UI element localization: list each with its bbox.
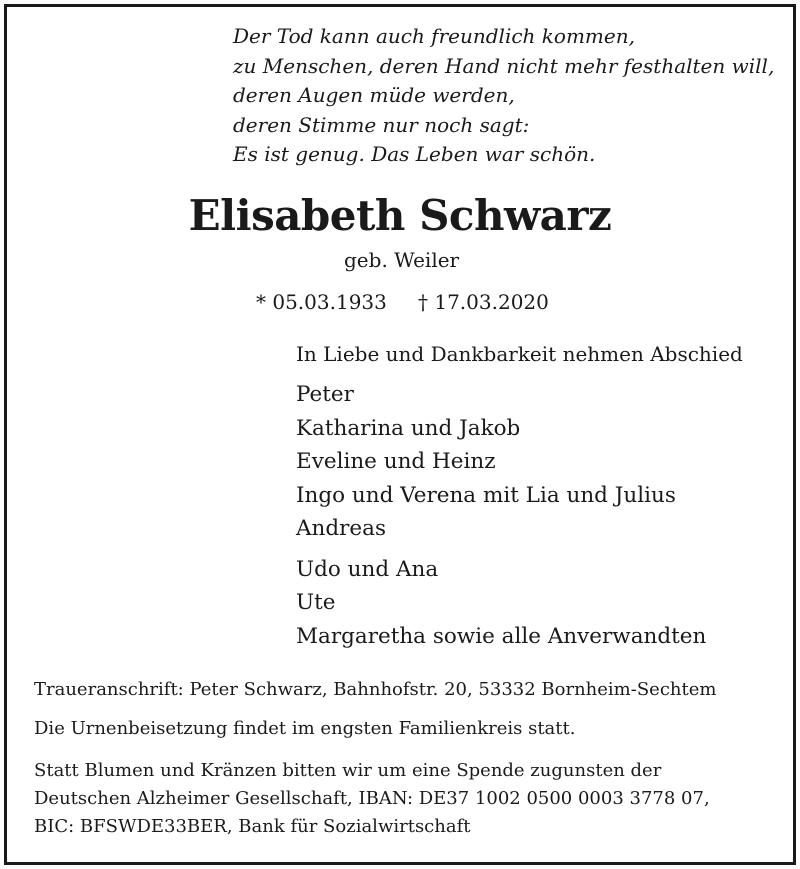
poem-line: deren Stimme nur noch sagt: [233,112,530,137]
mourner: Peter [296,382,354,407]
birth-date: * 05.03.1933 [256,290,387,314]
burial-note: Die Urnenbeisetzung findet im engsten Familienkreis statt. [34,718,576,739]
mourner: Udo und Ana [296,556,439,582]
mourner: Eveline und Heinz [296,449,496,474]
poem-line: Es ist genug. Das Leben war schön. [233,142,596,166]
deceased-name: Elisabeth Schwarz [188,191,612,240]
poem-line: deren Augen müde werden, [233,83,515,107]
poem-line: zu Menschen, deren Hand nicht mehr festhalten will, [233,53,775,78]
mourners-list [296,378,706,653]
donation-line: Deutschen Alzheimer Gesellschaft, IBAN: DE37 1002 0500 0003 3778 07, [34,788,710,809]
donation-note [34,757,774,841]
death-date: † 17.03.2020 [418,290,549,314]
poem [233,22,774,170]
mourner: Katharina und Jakob [296,415,521,441]
donation-line: Statt Blumen und Kränzen bitten wir um eine Spende zugunsten der [34,760,662,781]
farewell-text: In Liebe und Dankbarkeit nehmen Abschied [296,342,743,366]
birth-name: geb. Weiler [344,248,460,272]
mourner: Andreas [296,516,386,541]
donation-line: BIC: BFSWDE33BER, Bank für Sozialwirtschaft [34,816,471,837]
poem-line: Der Tod kann auch freundlich kommen, [233,24,635,48]
mourning-address: Traueranschrift: Peter Schwarz, Bahnhofstr. 20, 53332 Bornheim-Sechtem [34,679,717,700]
mourner: Margaretha sowie alle Anverwandten [296,623,707,649]
mourner: Ute [296,590,336,615]
mourner: Ingo und Verena mit Lia und Julius [296,482,676,508]
